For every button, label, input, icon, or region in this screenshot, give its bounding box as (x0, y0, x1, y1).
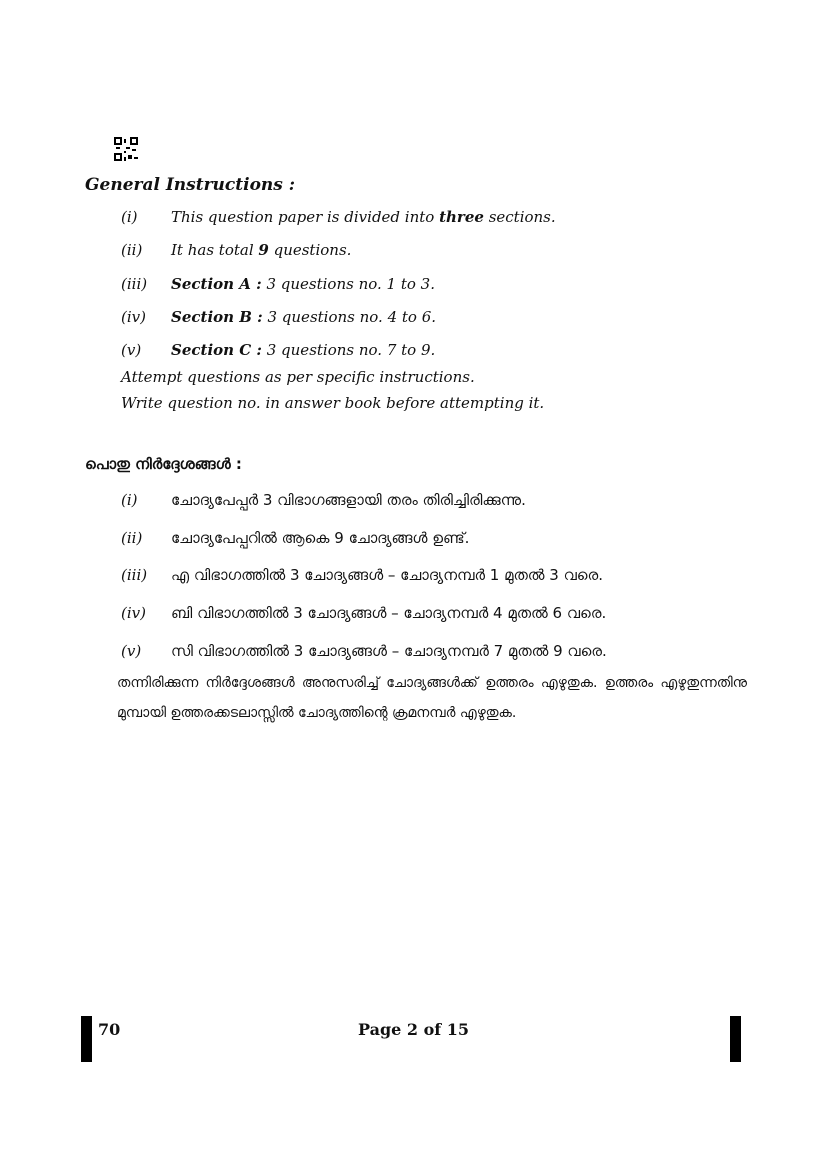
footer-paper-code: 70 (98, 1020, 121, 1039)
english-item-4: (iv) Section B : 3 questions no. 4 to 6. (121, 308, 437, 326)
footer-page-number: Page 2 of 15 (358, 1020, 469, 1039)
malayalam-item-1: (i) ചോദ്യപേപ്പർ 3 വിഭാഗങ്ങളായി തരം തിരിച്ചിരിക്കുന്നു. (121, 491, 526, 509)
english-item-5: (v) Section C : 3 questions no. 7 to 9. (121, 341, 436, 359)
malayalam-item-3: (iii) എ വിഭാഗത്തിൽ 3 ചോദ്യങ്ങൾ – ചോദ്യനമ്പർ 1 മുതൽ 3 വരെ. (121, 566, 603, 584)
footer-left-bar (81, 1016, 92, 1062)
qr-code (114, 137, 138, 161)
malayalam-paragraph: തന്നിരിക്കുന്ന നിർദ്ദേശങ്ങൾ അനുസരിച്ച് ചോദ്യങ്ങൾക്ക് ഉത്തരം എഴുതുക. ഉത്തരം എഴുതുന്നതിനു മുമ്പായി ഉത്തരക്കടലാസ്സിൽ ചോദ്യത്തിന്റെ ക്രമനമ്പർ എഴുതുക. (117, 675, 747, 721)
malayalam-item-5: (v) സി വിഭാഗത്തിൽ 3 ചോദ്യങ്ങൾ – ചോദ്യനമ്പർ 7 മുതൽ 9 വരെ. (121, 642, 607, 660)
malayalam-item-2: (ii) ചോദ്യപേപ്പറിൽ ആകെ 9 ചോദ്യങ്ങൾ ഉണ്ട്. (121, 529, 470, 547)
english-line-write: Write question no. in answer book before attempting it. (121, 394, 545, 412)
malayalam-item-4: (iv) ബി വിഭാഗത്തിൽ 3 ചോദ്യങ്ങൾ – ചോദ്യനമ്പർ 4 മുതൽ 6 വരെ. (121, 604, 607, 622)
english-item-3: (iii) Section A : 3 questions no. 1 to 3. (121, 275, 435, 293)
footer-right-bar (730, 1016, 741, 1062)
english-item-2: (ii) It has total 9 questions. (121, 241, 352, 259)
english-line-attempt: Attempt questions as per specific instructions. (121, 368, 475, 386)
malayalam-instructions-heading: പൊതു നിർദ്ദേശങ്ങൾ : (85, 455, 242, 473)
english-instructions-heading: General Instructions : (85, 175, 296, 195)
english-item-1: (i) This question paper is divided into three sections. (121, 208, 556, 226)
